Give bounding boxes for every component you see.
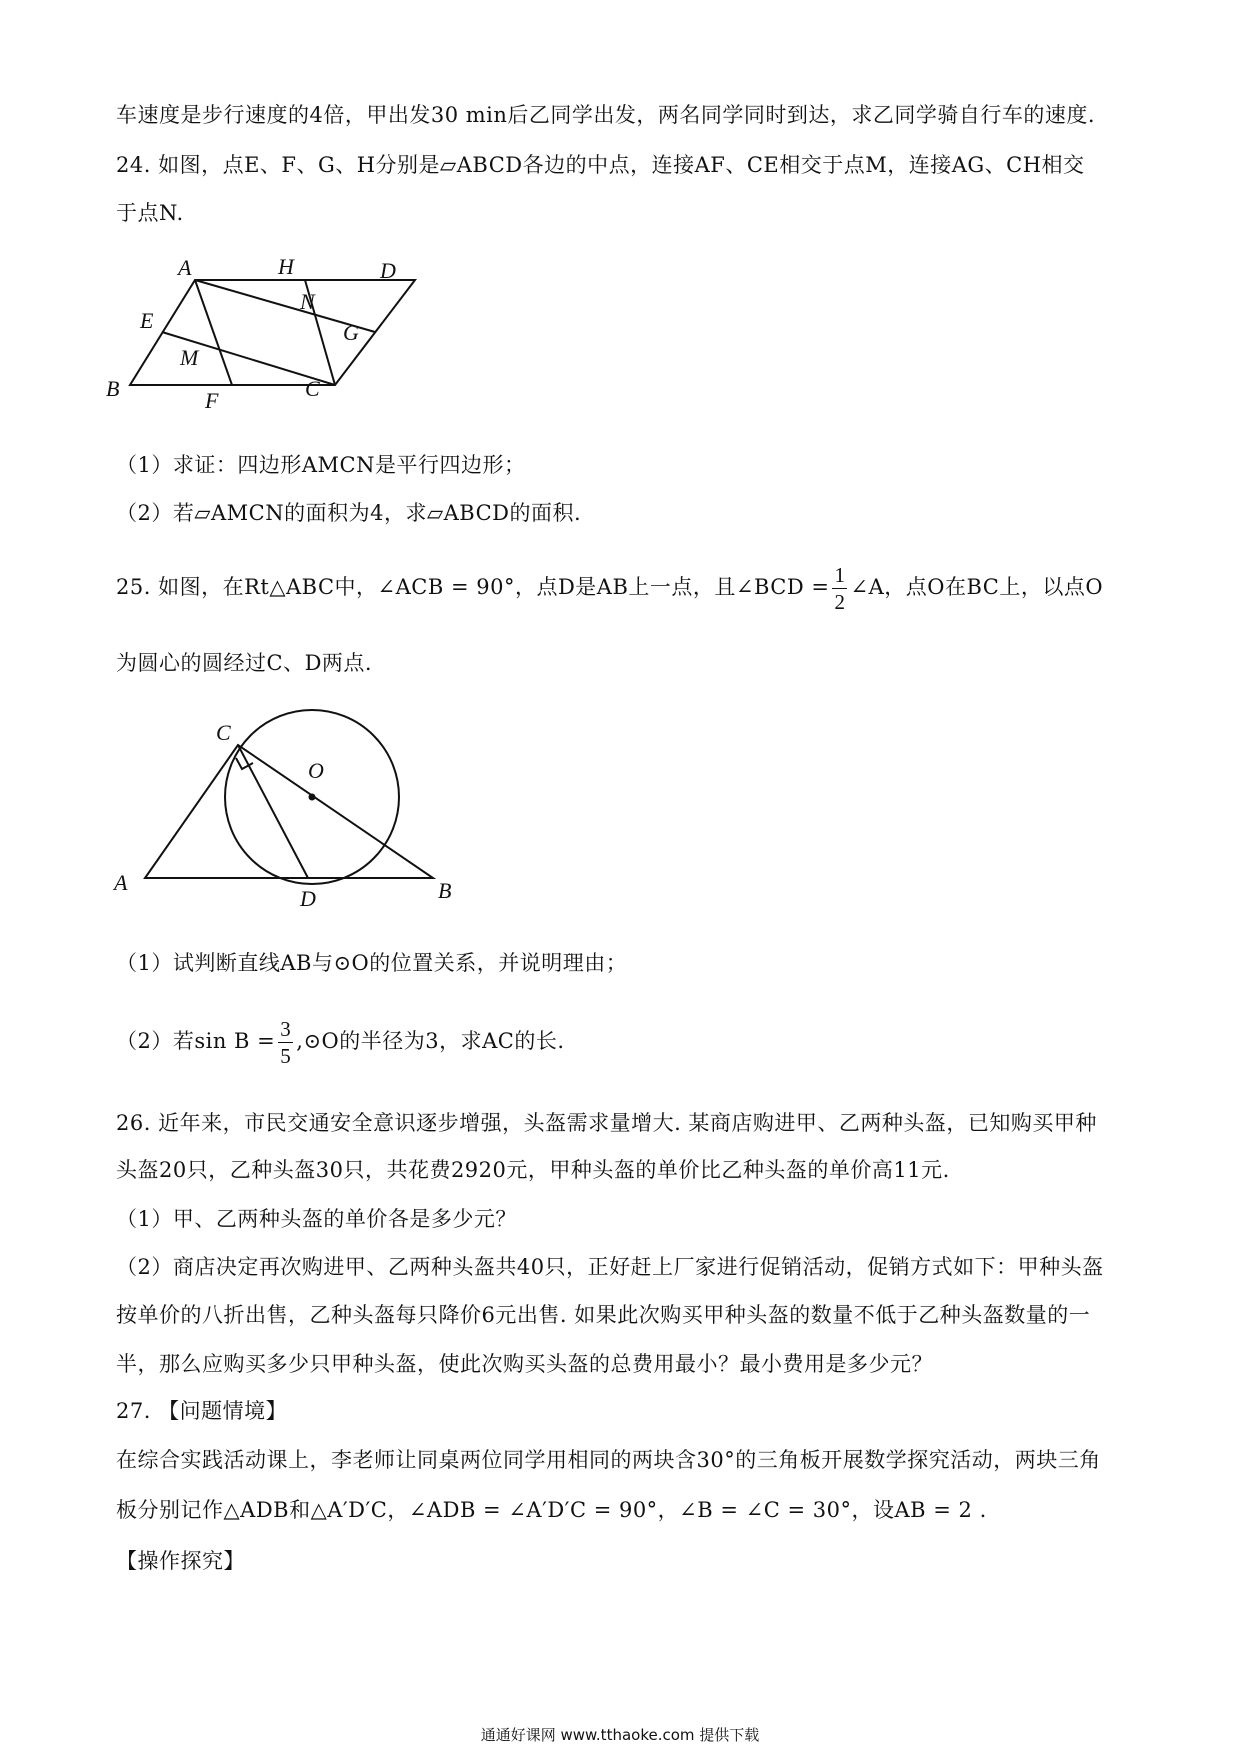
q25-frac-den: 2 bbox=[834, 590, 846, 614]
q25-part2-a: （2）若sin B = bbox=[116, 1029, 276, 1053]
label-N: N bbox=[300, 289, 315, 314]
q26-line1: 26. 近年来，市民交通安全意识逐步增强，头盔需求量增大. 某商店购进甲、乙两种头盔，已知购买甲种 bbox=[116, 1111, 1097, 1135]
q25-part2-num: 3 bbox=[280, 1017, 292, 1041]
label-G: G bbox=[343, 320, 359, 345]
label-H: H bbox=[278, 254, 294, 279]
label-F: F bbox=[205, 388, 219, 413]
page-footer: 通通好课网 www.tthaoke.com 提供下载 bbox=[480, 1726, 760, 1744]
label-B: B bbox=[106, 376, 120, 401]
parallelogram-figure bbox=[106, 250, 470, 430]
q25-frac-num: 1 bbox=[834, 563, 846, 587]
q25-part2-fraction bbox=[278, 1016, 293, 1069]
q24-line1: 24. 如图，点E、F、G、H分别是▱ABCD各边的中点，连接AF、CE相交于点M，连接AG、CH相交 bbox=[116, 153, 1085, 177]
label-C2: C bbox=[216, 720, 231, 745]
label-O: O bbox=[308, 758, 324, 783]
label-E: E bbox=[140, 308, 154, 333]
q25-line1 bbox=[116, 558, 1103, 616]
q24-part1: （1）求证：四边形AMCN是平行四边形； bbox=[116, 453, 526, 477]
label-B2: B bbox=[438, 878, 452, 903]
q26-part2-l3: 半，那么应购买多少只甲种头盔，使此次购买头盔的总费用最小？最小费用是多少元？ bbox=[116, 1352, 933, 1376]
q25-part1: （1）试判断直线AB与⊙O的位置关系，并说明理由； bbox=[116, 951, 628, 975]
q27-section: 【操作探究】 bbox=[116, 1549, 245, 1573]
q26-part2-l1: （2）商店决定再次购进甲、乙两种头盔共40只，正好赶上厂家进行促销活动，促销方式如下：甲种头盔 bbox=[116, 1255, 1104, 1279]
q25-line1-b: ∠A，点O在BC上，以点O bbox=[850, 575, 1104, 599]
q23-tail: 车速度是步行速度的4倍，甲出发30 min后乙同学出发，两名同学同时到达，求乙同学骑自行车的速度. bbox=[116, 103, 1096, 127]
label-A2: A bbox=[114, 870, 128, 895]
circle-triangle-figure bbox=[110, 710, 470, 920]
q26-part2-l2: 按单价的八折出售，乙种头盔每只降价6元出售. 如果此次购买甲种头盔的数量不低于乙种头盔数量的一 bbox=[116, 1303, 1091, 1327]
q25-part2-b: ,⊙O的半径为3，求AC的长. bbox=[296, 1029, 565, 1053]
q25-part2-den: 5 bbox=[280, 1044, 292, 1068]
q27-line1: 在综合实践活动课上，李老师让同桌两位同学用相同的两块含30°的三角板开展数学探究活动，两块三角 bbox=[116, 1448, 1101, 1472]
label-A: A bbox=[178, 255, 192, 280]
q25-line2: 为圆心的圆经过C、D两点. bbox=[116, 651, 373, 675]
q27-head: 27. 【问题情境】 bbox=[116, 1399, 288, 1423]
q25-fraction bbox=[832, 562, 847, 615]
label-D: D bbox=[380, 258, 396, 283]
q24-part2: （2）若▱AMCN的面积为4，求▱ABCD的面积. bbox=[116, 501, 582, 525]
q26-line2: 头盔20只，乙种头盔30只，共花费2920元，甲种头盔的单价比乙种头盔的单价高11元. bbox=[116, 1158, 950, 1182]
q25-line1-a: 25. 如图，在Rt△ABC中，∠ACB = 90°，点D是AB上一点，且∠BCD = bbox=[116, 575, 830, 599]
q26-part1: （1）甲、乙两种头盔的单价各是多少元？ bbox=[116, 1207, 517, 1231]
q24-line2: 于点N. bbox=[116, 201, 184, 225]
q27-line2: 板分别记作△ADB和△A′D′C，∠ADB = ∠A′D′C = 90°，∠B = ∠C = 30°，设AB = 2 . bbox=[116, 1498, 987, 1522]
label-C: C bbox=[305, 376, 320, 401]
label-D2: D bbox=[300, 886, 316, 911]
q25-part2 bbox=[116, 1012, 565, 1070]
label-M: M bbox=[180, 345, 199, 370]
